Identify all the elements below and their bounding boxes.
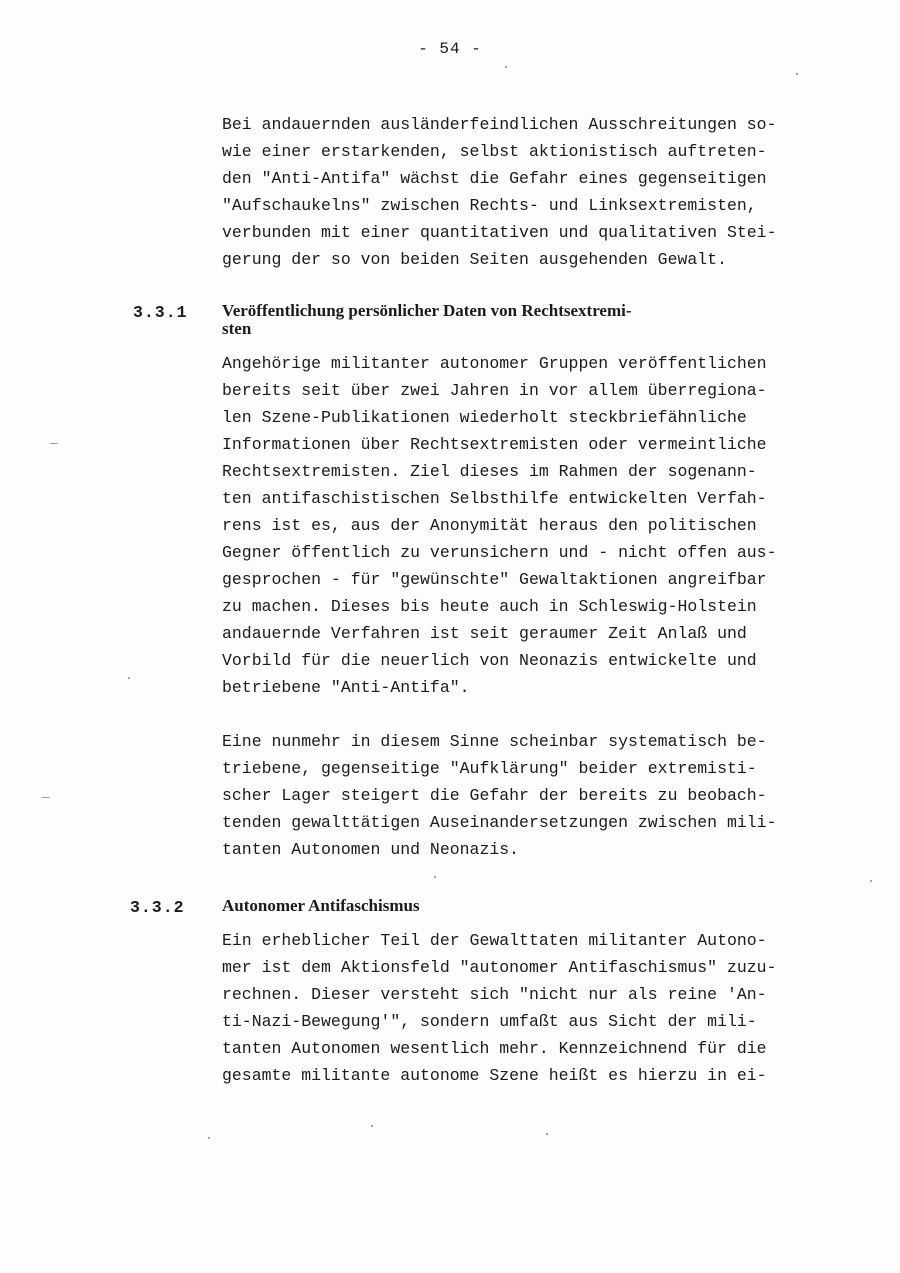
intro-line: verbunden mit einer quantitativen und qualitativen Stei- bbox=[222, 223, 777, 242]
body-line: Informationen über Rechtsextremisten oder vermeintliche bbox=[222, 435, 767, 454]
body-line: zu machen. Dieses bis heute auch in Schleswig-Holstein bbox=[222, 597, 757, 616]
body-line: bereits seit über zwei Jahren in vor allem überregiona- bbox=[222, 381, 767, 400]
body-line: betriebene "Anti-Antifa". bbox=[222, 678, 470, 697]
body-line: Gegner öffentlich zu verunsichern und - nicht offen aus- bbox=[222, 543, 777, 562]
intro-line: gerung der so von beiden Seiten ausgehenden Gewalt. bbox=[222, 250, 727, 269]
scan-speck bbox=[128, 677, 130, 679]
body-line: triebene, gegenseitige "Aufklärung" beider extremisti- bbox=[222, 759, 757, 778]
section-number: 3.3.1 bbox=[133, 303, 188, 322]
body-line: Ein erheblicher Teil der Gewalttaten militanter Autono- bbox=[222, 931, 767, 950]
body-line: andauernde Verfahren ist seit geraumer Zeit Anlaß und bbox=[222, 624, 747, 643]
body-line: ti-Nazi-Bewegung'", sondern umfaßt aus Sicht der mili- bbox=[222, 1012, 757, 1031]
intro-line: Bei andauernden ausländerfeindlichen Ausschreitungen so- bbox=[222, 115, 777, 134]
scan-mark bbox=[50, 443, 58, 444]
body-line: Rechtsextremisten. Ziel dieses im Rahmen der sogenann- bbox=[222, 462, 757, 481]
page-number: - 54 - bbox=[418, 40, 482, 58]
scan-speck bbox=[208, 1137, 210, 1139]
intro-line: wie einer erstarkenden, selbst aktionistisch auftreten- bbox=[222, 142, 767, 161]
body-line: tanten Autonomen und Neonazis. bbox=[222, 840, 520, 859]
body-line: scher Lager steigert die Gefahr der bereits zu beobach- bbox=[222, 786, 767, 805]
body-line: tanten Autonomen wesentlich mehr. Kennzeichnend für die bbox=[222, 1039, 767, 1058]
scan-speck bbox=[870, 880, 872, 882]
scan-speck bbox=[505, 66, 507, 68]
body-line: len Szene-Publikationen wiederholt steckbriefähnliche bbox=[222, 408, 747, 427]
section-heading: Autonomer Antifaschismus bbox=[222, 896, 420, 915]
body-line: Angehörige militanter autonomer Gruppen veröffentlichen bbox=[222, 354, 767, 373]
body-line: Vorbild für die neuerlich von Neonazis entwickelte und bbox=[222, 651, 757, 670]
body-line: Eine nunmehr in diesem Sinne scheinbar systematisch be- bbox=[222, 732, 767, 751]
scan-speck bbox=[434, 876, 436, 878]
body-line: rens ist es, aus der Anonymität heraus den politischen bbox=[222, 516, 757, 535]
intro-line: den "Anti-Antifa" wächst die Gefahr eines gegenseitigen bbox=[222, 169, 767, 188]
body-line: rechnen. Dieser versteht sich "nicht nur als reine 'An- bbox=[222, 985, 767, 1004]
section-number: 3.3.2 bbox=[130, 898, 185, 917]
scan-mark bbox=[42, 797, 50, 798]
scan-speck bbox=[796, 73, 798, 75]
body-line: gesprochen - für "gewünschte" Gewaltaktionen angreifbar bbox=[222, 570, 767, 589]
body-line: mer ist dem Aktionsfeld "autonomer Antifaschismus" zuzu- bbox=[222, 958, 777, 977]
body-line: tenden gewalttätigen Auseinandersetzungen zwischen mili- bbox=[222, 813, 777, 832]
body-line: ten antifaschistischen Selbsthilfe entwickelten Verfah- bbox=[222, 489, 767, 508]
body-line: gesamte militante autonome Szene heißt es hierzu in ei- bbox=[222, 1066, 767, 1085]
scan-speck bbox=[371, 1125, 373, 1127]
section-heading-continuation: sten bbox=[222, 319, 252, 338]
section-heading: Veröffentlichung persönlicher Daten von Rechtsextremi- bbox=[222, 301, 632, 320]
intro-line: "Aufschaukelns" zwischen Rechts- und Linksextremisten, bbox=[222, 196, 757, 215]
scan-speck bbox=[546, 1133, 548, 1135]
